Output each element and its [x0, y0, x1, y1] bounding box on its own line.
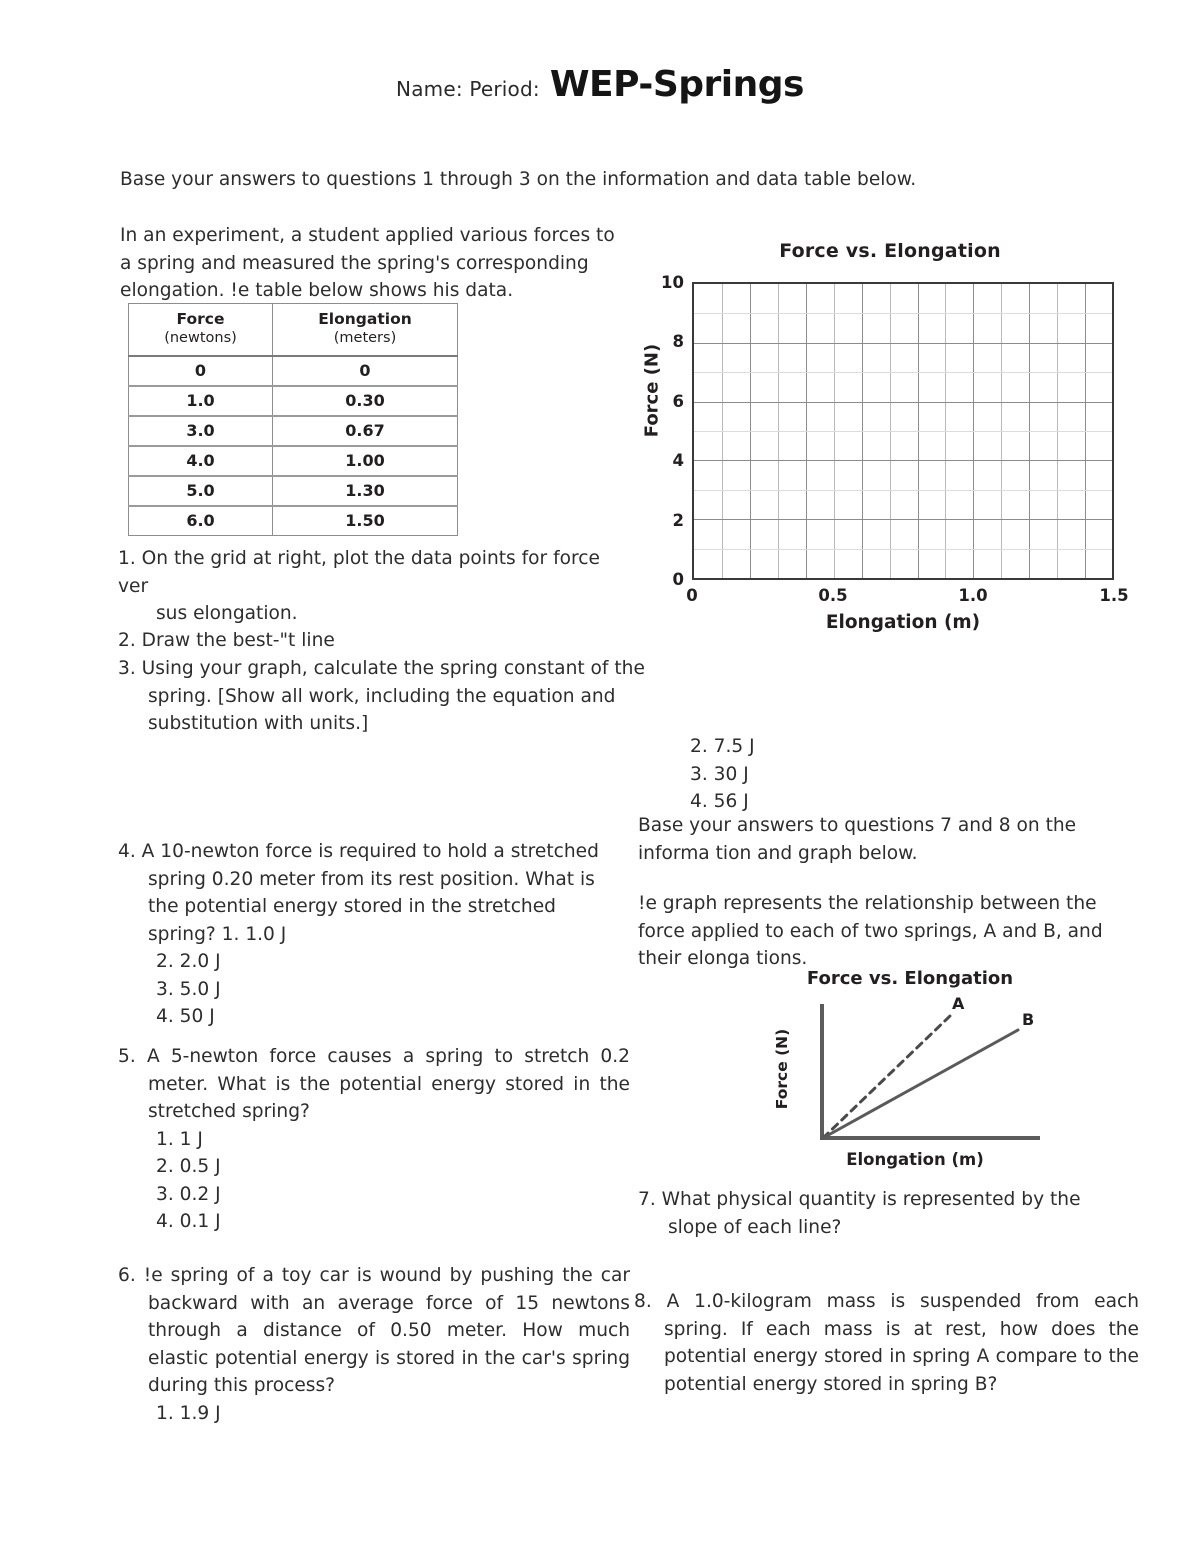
question-3-text: Using your graph, calculate the spring constant of the spring. [Show all work, including the equation and substitution with units.]: [141, 658, 645, 734]
option-item: 4. 50 J: [156, 1006, 215, 1027]
springs-ab-chart: [760, 968, 1060, 1178]
chart-plot-area: [760, 968, 1060, 1178]
y-tick-6: 6: [672, 392, 684, 411]
question-1-line2: ver: [118, 575, 149, 597]
question-4: [118, 838, 628, 1031]
question-1-line1: [118, 545, 663, 573]
table-header-row: [129, 304, 458, 357]
y-tick-8: 8: [672, 332, 684, 351]
option-item: 2. 7.5 J: [690, 736, 755, 757]
cell-force: 5.0: [129, 476, 273, 506]
table-row: [129, 476, 458, 506]
cell-elongation: 1.00: [273, 446, 458, 476]
y-tick-10: 10: [661, 273, 684, 292]
table-header-force-name: Force: [176, 310, 225, 328]
gridline-h: [694, 402, 1112, 403]
table-header-elongation-name: Elongation: [318, 310, 412, 328]
cell-elongation: 1.30: [273, 476, 458, 506]
table-row: [129, 506, 458, 536]
question-4-body: [118, 838, 628, 948]
question-4-text: A 10-newton force is required to hold a stretched spring 0.20 meter from its rest position. What is the potential energy stored in the stretched spring? 1. 1.0 J: [141, 841, 599, 945]
gridline-h: [694, 431, 1112, 432]
question-6-body: [118, 1262, 630, 1400]
option-item: 2. 0.5 J: [156, 1156, 221, 1177]
chart-y-axis-label: Force (N): [641, 343, 663, 438]
gridline-h: [694, 313, 1112, 314]
question-1-line3: sus elongation.: [156, 603, 298, 624]
option-item: 1. 1 J: [156, 1128, 203, 1150]
question-1: [118, 545, 663, 628]
force-elongation-table: [128, 303, 458, 536]
gridline-h: [694, 460, 1112, 461]
question-2-number: 2.: [118, 630, 136, 651]
question-3-body: [118, 655, 666, 738]
question-2-text: Draw the best-"t line: [141, 630, 335, 651]
question-5-body: [118, 1043, 630, 1126]
chart-x-axis-label: Elongation (m): [846, 1150, 984, 1169]
question-2-body: [118, 627, 663, 655]
table-row: [129, 416, 458, 446]
chart-y-axis-label: Force (N): [773, 1028, 791, 1110]
cell-force: 0: [129, 356, 273, 386]
question-5-number: 5.: [118, 1046, 136, 1067]
question-8-body: [634, 1288, 1139, 1398]
question-3-number: 3.: [118, 658, 136, 679]
carry-over-options: [660, 733, 1130, 816]
table-header-elongation-unit: (meters): [333, 330, 397, 346]
question-8-number: 8.: [634, 1291, 652, 1312]
cell-force: 1.0: [129, 386, 273, 416]
table-row: [129, 446, 458, 476]
page-header: [0, 64, 1200, 105]
x-tick-0.5: 0.5: [818, 586, 848, 605]
chart-title: Force vs. Elongation: [779, 240, 1001, 262]
base-answers-7-8-text: Base your answers to questions 7 and 8 on the informa tion and graph below.: [638, 815, 1077, 864]
springs-graph-intro: !e graph represents the relationship between the force applied to each of two springs, A and B, and their elonga tions.: [638, 893, 1103, 969]
table-header-elongation: [273, 304, 458, 357]
question-8-text: A 1.0-kilogram mass is suspended from each spring. If each mass is at rest, how does the potential energy stored in spring A compare to the potential energy stored in spring B?: [664, 1291, 1139, 1395]
option-item: 3. 0.2 J: [156, 1183, 221, 1205]
option-item: 1. 1.9 J: [156, 1402, 221, 1424]
question-6-text: !e spring of a toy car is wound by pushing the car backward with an average force of 15 newtons through a distance of 0.50 meter. How much elastic potential energy is stored in the car's spring during this process?: [143, 1265, 630, 1396]
cell-force: 4.0: [129, 446, 273, 476]
question-8: [634, 1288, 1139, 1398]
gridline-h: [694, 549, 1112, 550]
name-period-label: Name: Period:: [396, 77, 540, 101]
option-item: 3. 5.0 J: [156, 978, 221, 1000]
question-7-number: 7.: [638, 1189, 656, 1210]
table-header-force-unit: (newtons): [164, 330, 237, 346]
question-3: [118, 655, 666, 738]
question-1-text: On the grid at right, plot the data points for force: [141, 548, 600, 569]
base-answers-1-3-text: Base your answers to questions 1 through 3 on the information and data table below.: [120, 169, 917, 190]
y-tick-4: 4: [672, 451, 684, 470]
cell-force: 3.0: [129, 416, 273, 446]
question-4-number: 4.: [118, 841, 136, 862]
gridline-h: [694, 372, 1112, 373]
series-label-b: B: [1022, 1010, 1035, 1029]
question-7-body: [638, 1186, 1108, 1241]
cell-elongation: 0: [273, 356, 458, 386]
series-label-a: A: [952, 994, 965, 1013]
chart-title: Force vs. Elongation: [806, 968, 1014, 989]
experiment-description: In an experiment, a student applied various forces to a spring and measured the spring's corresponding elongation. !e table below shows his data.: [120, 225, 615, 301]
question-6: [118, 1262, 630, 1427]
chart-x-axis-label: Elongation (m): [825, 612, 981, 633]
chart-plot-area: [692, 282, 1114, 580]
question-1-number: 1.: [118, 548, 136, 569]
option-item: 3. 30 J: [690, 763, 749, 785]
question-5-text: A 5-newton force causes a spring to stretch 0.2 meter. What is the potential energy stored in the stretched spring?: [146, 1046, 630, 1122]
y-tick-0: 0: [672, 570, 684, 589]
table-header-force: [129, 304, 273, 357]
table-row: [129, 386, 458, 416]
x-tick-1.5: 1.5: [1099, 586, 1129, 605]
option-item: 4. 0.1 J: [156, 1211, 221, 1232]
question-7-text: What physical quantity is represented by the slope of each line?: [661, 1189, 1081, 1238]
cell-elongation: 1.50: [273, 506, 458, 536]
option-item: 4. 56 J: [690, 791, 749, 812]
cell-elongation: 0.67: [273, 416, 458, 446]
question-7: [638, 1186, 1108, 1241]
x-tick-0: 0: [686, 586, 698, 605]
gridline-h: [694, 490, 1112, 491]
force-vs-elongation-grid-chart: [640, 240, 1140, 640]
question-5: [118, 1043, 630, 1236]
question-2: [118, 627, 663, 655]
cell-force: 6.0: [129, 506, 273, 536]
question-6-number: 6.: [118, 1265, 136, 1286]
x-tick-1.0: 1.0: [958, 586, 988, 605]
table-row: [129, 356, 458, 386]
gridline-h: [694, 343, 1112, 344]
option-item: 2. 2.0 J: [156, 951, 221, 972]
cell-elongation: 0.30: [273, 386, 458, 416]
y-tick-2: 2: [672, 511, 684, 530]
page-title: WEP-Springs: [549, 64, 804, 105]
gridline-h: [694, 519, 1112, 520]
